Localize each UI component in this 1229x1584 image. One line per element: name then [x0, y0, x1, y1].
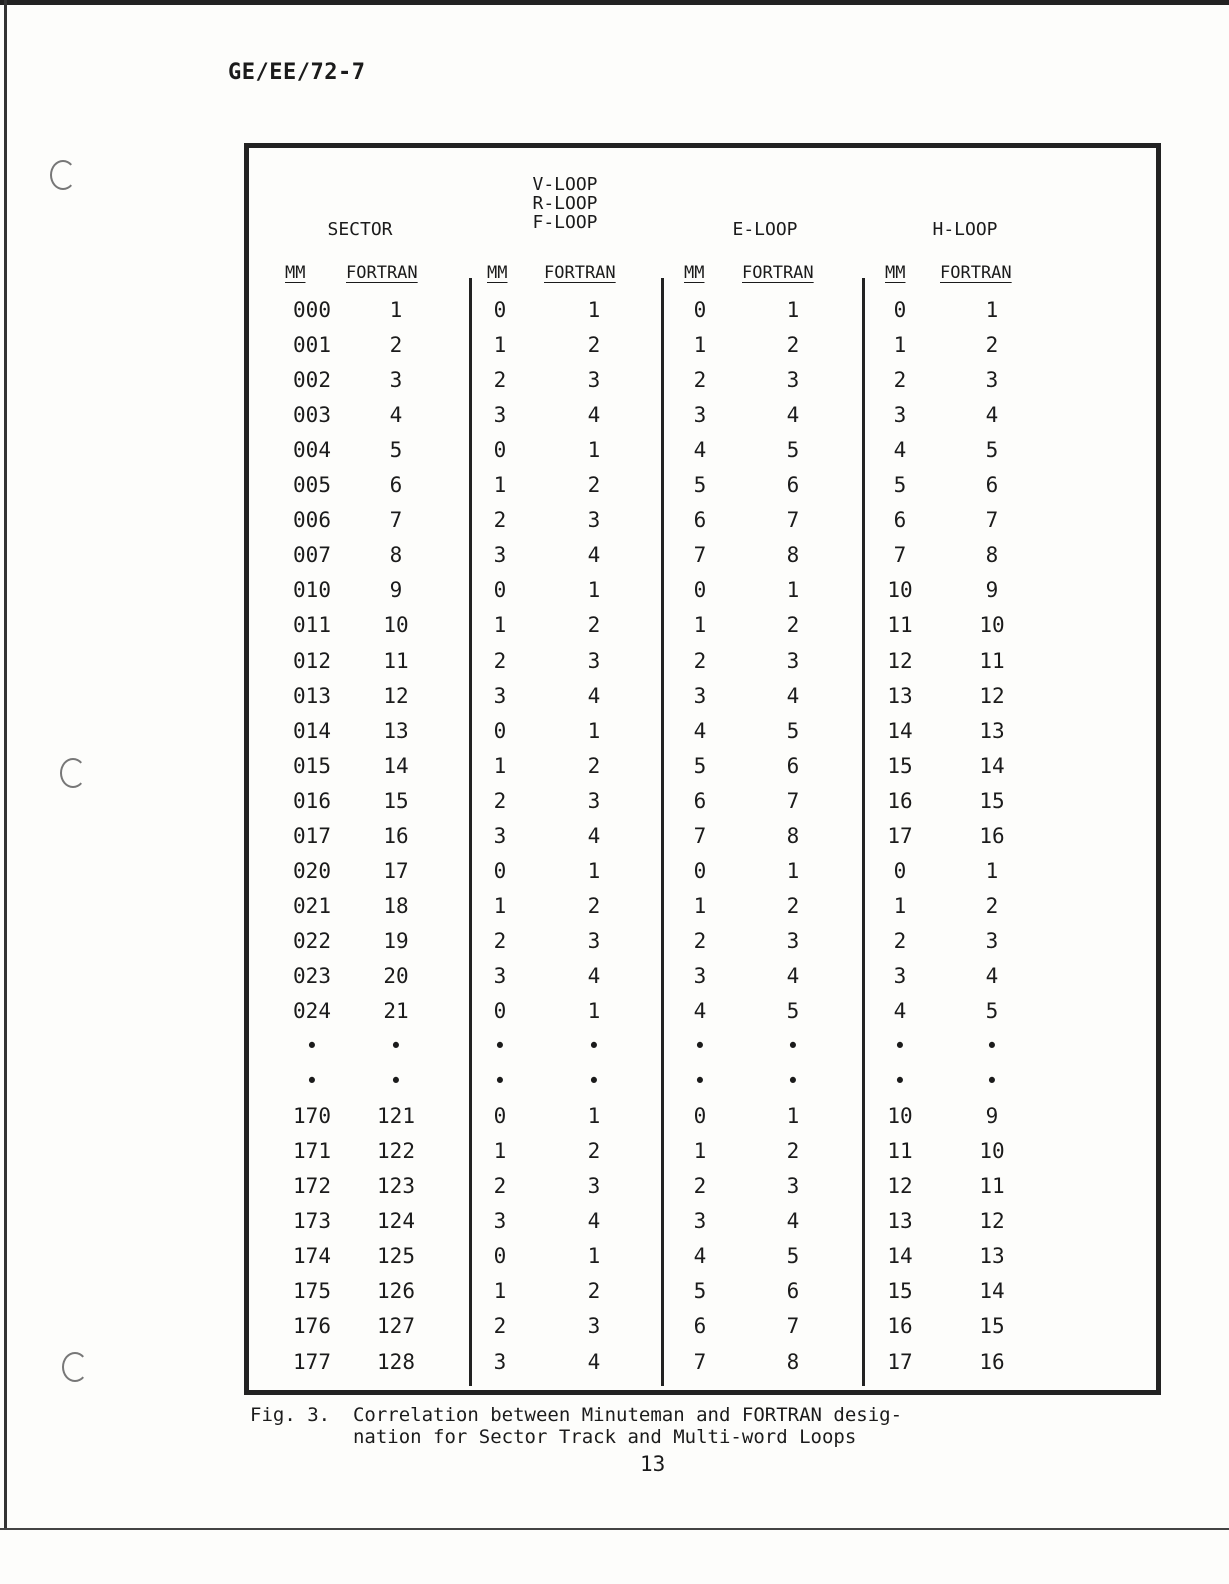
fortran-cell: 122	[377, 1139, 415, 1164]
mm-cell: 2	[693, 648, 707, 673]
mm-cell: 3	[493, 823, 507, 848]
fortran-cell: 4	[587, 823, 601, 848]
mm-cell: 1	[493, 753, 507, 778]
mm-cell: •	[693, 1034, 707, 1059]
mm-cell: 13	[887, 683, 913, 708]
fortran-cell: 3	[786, 648, 800, 673]
fortran-cell: •	[985, 1069, 999, 1094]
fortran-cell: 1	[786, 578, 800, 603]
mm-cell: 17	[887, 823, 913, 848]
mm-cell: 171	[293, 1139, 331, 1164]
fortran-cell: 4	[786, 683, 800, 708]
fortran-cell: 124	[377, 1209, 415, 1234]
table-row	[0, 1104, 1229, 1139]
mm-cell: 7	[693, 1349, 707, 1374]
mm-cell: •	[493, 1034, 507, 1059]
mm-cell: •	[893, 1069, 907, 1094]
fortran-cell: •	[587, 1069, 601, 1094]
fortran-cell: 3	[389, 368, 403, 393]
table-row	[0, 684, 1229, 719]
mm-cell: 4	[693, 999, 707, 1023]
mm-cell: •	[305, 1069, 319, 1094]
mm-cell: 0	[493, 1104, 507, 1129]
mm-cell: 172	[293, 1174, 331, 1199]
fortran-cell: 9	[985, 1104, 999, 1129]
mm-cell: 12	[887, 648, 913, 673]
mm-cell: 0	[493, 718, 507, 743]
fortran-cell: 5	[985, 999, 999, 1023]
fortran-cell: 1	[587, 578, 601, 603]
mm-cell: 012	[293, 648, 331, 673]
subheader-mm: MM	[285, 263, 306, 283]
mm-cell: 1	[493, 1139, 507, 1164]
mm-cell: 014	[293, 718, 331, 743]
mm-cell: 024	[293, 999, 331, 1023]
fortran-cell: •	[985, 1034, 999, 1059]
fortran-cell: 3	[587, 928, 601, 953]
mm-cell: 1	[493, 333, 507, 358]
fortran-cell: 8	[985, 543, 999, 568]
subheader-fortran: FORTRAN	[346, 263, 418, 283]
fortran-cell: 7	[389, 508, 403, 533]
fortran-cell: 2	[786, 613, 800, 638]
mm-cell: 7	[893, 543, 907, 568]
fortran-cell: 2	[587, 473, 601, 498]
mm-cell: 6	[693, 788, 707, 813]
fortran-cell: 1	[587, 1244, 601, 1269]
fortran-cell: 2	[389, 333, 403, 358]
fortran-cell: 1	[786, 1104, 800, 1129]
mm-cell: 0	[493, 858, 507, 883]
table-row	[0, 508, 1229, 543]
fortran-cell: 127	[377, 1314, 415, 1339]
table-row	[0, 1034, 1229, 1069]
fortran-cell: •	[587, 1034, 601, 1059]
subheader-fortran: FORTRAN	[940, 263, 1012, 283]
table-row	[0, 1069, 1229, 1104]
mm-cell: 4	[693, 438, 707, 463]
mm-cell: 3	[493, 1349, 507, 1374]
bottom-border	[0, 1528, 1229, 1530]
mm-cell: 0	[493, 999, 507, 1023]
fortran-cell: 1	[587, 298, 601, 322]
fortran-cell: 1	[389, 298, 403, 322]
mm-cell: 015	[293, 753, 331, 778]
top-border	[0, 0, 1229, 5]
mm-cell: 1	[893, 893, 907, 918]
mm-cell: 170	[293, 1104, 331, 1129]
mm-cell: 017	[293, 823, 331, 848]
mm-cell: 1	[493, 613, 507, 638]
mm-cell: 7	[693, 543, 707, 568]
mm-cell: 3	[693, 1209, 707, 1234]
fortran-cell: 12	[979, 683, 1005, 708]
fortran-cell: 1	[786, 298, 800, 322]
fortran-cell: 3	[587, 788, 601, 813]
fortran-cell: 20	[383, 963, 409, 988]
mm-cell: 002	[293, 368, 331, 393]
fortran-cell: 8	[786, 543, 800, 568]
mm-cell: 16	[887, 788, 913, 813]
page-number: 13	[640, 1452, 666, 1476]
caption-line-2: nation for Sector Track and Multi-word Loops	[250, 1426, 857, 1448]
mm-cell: 2	[493, 928, 507, 953]
table-row	[0, 473, 1229, 508]
fortran-cell: 6	[786, 1279, 800, 1304]
fortran-cell: •	[389, 1034, 403, 1059]
table-row	[0, 368, 1229, 403]
fortran-cell: 3	[587, 1174, 601, 1199]
mm-cell: 003	[293, 403, 331, 428]
fortran-cell: 12	[979, 1209, 1005, 1234]
mm-cell: 15	[887, 1279, 913, 1304]
fortran-cell: 16	[979, 1349, 1005, 1374]
fortran-cell: 123	[377, 1174, 415, 1199]
table-row	[0, 1279, 1229, 1314]
fortran-cell: 2	[587, 1279, 601, 1304]
mm-cell: 0	[493, 578, 507, 603]
subheader-mm: MM	[885, 263, 906, 283]
mm-cell: 3	[493, 963, 507, 988]
table-row	[0, 964, 1229, 999]
mm-cell: 4	[693, 718, 707, 743]
mm-cell: 3	[693, 403, 707, 428]
fortran-cell: 8	[786, 1349, 800, 1374]
table-row	[0, 894, 1229, 929]
mm-cell: 0	[493, 438, 507, 463]
mm-cell: 17	[887, 1349, 913, 1374]
mm-cell: 0	[693, 858, 707, 883]
binder-hole-icon	[50, 160, 76, 190]
fortran-cell: 2	[786, 333, 800, 358]
table-row	[0, 649, 1229, 684]
table-row	[0, 1209, 1229, 1244]
fortran-cell: •	[786, 1069, 800, 1094]
table-row	[0, 824, 1229, 859]
fortran-cell: 19	[383, 928, 409, 953]
fortran-cell: 1	[587, 999, 601, 1023]
mm-cell: 0	[693, 578, 707, 603]
mm-cell: 6	[893, 508, 907, 533]
mm-cell: 16	[887, 1314, 913, 1339]
fortran-cell: 3	[587, 368, 601, 393]
table-row	[0, 859, 1229, 894]
table-row	[0, 613, 1229, 648]
mm-cell: 5	[893, 473, 907, 498]
fortran-cell: 3	[587, 648, 601, 673]
mm-cell: 3	[893, 403, 907, 428]
fortran-cell: 7	[786, 508, 800, 533]
table-row	[0, 999, 1229, 1034]
table-row	[0, 754, 1229, 789]
figure-caption	[250, 1404, 902, 1448]
mm-cell: 7	[693, 823, 707, 848]
mm-cell: 2	[693, 1174, 707, 1199]
mm-cell: 177	[293, 1349, 331, 1374]
mm-cell: 176	[293, 1314, 331, 1339]
fortran-cell: 6	[786, 753, 800, 778]
group-header-vrf-loop: V-LOOP R-LOOP F-LOOP	[532, 174, 598, 233]
table-row	[0, 789, 1229, 824]
mm-cell: 000	[293, 298, 331, 322]
fortran-cell: 3	[786, 1174, 800, 1199]
fortran-cell: 2	[587, 1139, 601, 1164]
mm-cell: 4	[893, 438, 907, 463]
mm-cell: 3	[693, 683, 707, 708]
mm-cell: 2	[493, 508, 507, 533]
fortran-cell: 4	[786, 403, 800, 428]
mm-cell: 1	[693, 893, 707, 918]
mm-cell: 5	[693, 753, 707, 778]
fortran-cell: 8	[389, 543, 403, 568]
fortran-cell: 4	[587, 403, 601, 428]
fortran-cell: 1	[587, 718, 601, 743]
mm-cell: 5	[693, 1279, 707, 1304]
fortran-cell: 2	[985, 333, 999, 358]
fortran-cell: 1	[587, 438, 601, 463]
fortran-cell: 11	[383, 648, 409, 673]
mm-cell: 2	[493, 788, 507, 813]
mm-cell: 0	[893, 858, 907, 883]
fortran-cell: 5	[786, 1244, 800, 1269]
mm-cell: 3	[493, 683, 507, 708]
fortran-cell: 13	[383, 718, 409, 743]
mm-cell: 3	[893, 963, 907, 988]
fortran-cell: 14	[979, 753, 1005, 778]
fortran-cell: 3	[786, 368, 800, 393]
fortran-cell: 4	[587, 963, 601, 988]
mm-cell: •	[493, 1069, 507, 1094]
mm-cell: 3	[693, 963, 707, 988]
fortran-cell: 1	[985, 298, 999, 322]
mm-cell: 011	[293, 613, 331, 638]
mm-cell: 004	[293, 438, 331, 463]
mm-cell: 15	[887, 753, 913, 778]
mm-cell: 6	[693, 508, 707, 533]
fortran-cell: 125	[377, 1244, 415, 1269]
fortran-cell: 7	[786, 788, 800, 813]
fortran-cell: 126	[377, 1279, 415, 1304]
mm-cell: •	[893, 1034, 907, 1059]
mm-cell: 0	[693, 298, 707, 322]
table-row	[0, 1174, 1229, 1209]
fortran-cell: 17	[383, 858, 409, 883]
table-row	[0, 403, 1229, 438]
fortran-cell: 6	[389, 473, 403, 498]
table-row	[0, 1314, 1229, 1349]
fortran-cell: 4	[587, 543, 601, 568]
fortran-cell: 5	[786, 999, 800, 1023]
fortran-cell: 2	[786, 1139, 800, 1164]
table-row	[0, 1350, 1229, 1385]
fortran-cell: 11	[979, 648, 1005, 673]
fortran-cell: 1	[587, 1104, 601, 1129]
mm-cell: 010	[293, 578, 331, 603]
mm-cell: 0	[493, 298, 507, 322]
mm-cell: 10	[887, 1104, 913, 1129]
mm-cell: 023	[293, 963, 331, 988]
mm-cell: 016	[293, 788, 331, 813]
mm-cell: 2	[893, 928, 907, 953]
table-row	[0, 1139, 1229, 1174]
fortran-cell: 3	[587, 508, 601, 533]
subheader-fortran: FORTRAN	[544, 263, 616, 283]
fortran-cell: 16	[383, 823, 409, 848]
table-row	[0, 438, 1229, 473]
mm-cell: 5	[693, 473, 707, 498]
mm-cell: 1	[493, 893, 507, 918]
fortran-cell: •	[389, 1069, 403, 1094]
table-row	[0, 719, 1229, 754]
mm-cell: 3	[493, 1209, 507, 1234]
document-id: GE/EE/72-7	[228, 60, 366, 85]
fortran-cell: 6	[786, 473, 800, 498]
mm-cell: 005	[293, 473, 331, 498]
mm-cell: 1	[693, 613, 707, 638]
fortran-cell: 7	[985, 508, 999, 533]
mm-cell: 3	[493, 403, 507, 428]
subheader-mm: MM	[487, 263, 508, 283]
fortran-cell: 1	[587, 858, 601, 883]
fortran-cell: 3	[786, 928, 800, 953]
mm-cell: 2	[493, 368, 507, 393]
mm-cell: 2	[493, 1314, 507, 1339]
mm-cell: 020	[293, 858, 331, 883]
fortran-cell: 121	[377, 1104, 415, 1129]
group-header-e-loop: E-LOOP	[732, 219, 798, 240]
group-header-sector: SECTOR	[327, 219, 393, 240]
fortran-cell: 10	[383, 613, 409, 638]
fortran-cell: 8	[786, 823, 800, 848]
fortran-cell: 2	[587, 613, 601, 638]
mm-cell: 2	[493, 1174, 507, 1199]
mm-cell: 4	[893, 999, 907, 1023]
mm-cell: 173	[293, 1209, 331, 1234]
fortran-cell: 4	[786, 963, 800, 988]
fortran-cell: 4	[985, 403, 999, 428]
fortran-cell: 2	[786, 893, 800, 918]
mm-cell: 001	[293, 333, 331, 358]
mm-cell: 1	[493, 1279, 507, 1304]
mm-cell: 1	[493, 473, 507, 498]
fortran-cell: 6	[985, 473, 999, 498]
table-row	[0, 1244, 1229, 1279]
table-row	[0, 298, 1229, 333]
fortran-cell: 2	[985, 893, 999, 918]
fortran-cell: 15	[979, 1314, 1005, 1339]
mm-cell: 0	[693, 1104, 707, 1129]
mm-cell: •	[693, 1069, 707, 1094]
fortran-cell: 9	[985, 578, 999, 603]
table-row	[0, 929, 1229, 964]
fortran-cell: 4	[786, 1209, 800, 1234]
mm-cell: 2	[893, 368, 907, 393]
fortran-cell: 9	[389, 578, 403, 603]
fortran-cell: 1	[786, 858, 800, 883]
mm-cell: 1	[893, 333, 907, 358]
mm-cell: 11	[887, 1139, 913, 1164]
fortran-cell: 2	[587, 753, 601, 778]
fortran-cell: 13	[979, 1244, 1005, 1269]
mm-cell: 6	[693, 1314, 707, 1339]
caption-line-1: Fig. 3. Correlation between Minuteman and FORTRAN desig-	[250, 1404, 903, 1426]
mm-cell: 14	[887, 718, 913, 743]
mm-cell: 006	[293, 508, 331, 533]
fortran-cell: 12	[383, 683, 409, 708]
fortran-cell: 4	[587, 683, 601, 708]
mm-cell: 12	[887, 1174, 913, 1199]
fortran-cell: 4	[587, 1209, 601, 1234]
fortran-cell: 7	[786, 1314, 800, 1339]
mm-cell: 1	[693, 333, 707, 358]
subheader-fortran: FORTRAN	[742, 263, 814, 283]
mm-cell: 021	[293, 893, 331, 918]
fortran-cell: 15	[979, 788, 1005, 813]
mm-cell: 022	[293, 928, 331, 953]
fortran-cell: 2	[587, 333, 601, 358]
fortran-cell: 4	[985, 963, 999, 988]
mm-cell: 13	[887, 1209, 913, 1234]
subheader-mm: MM	[684, 263, 705, 283]
fortran-cell: 2	[587, 893, 601, 918]
fortran-cell: 5	[786, 718, 800, 743]
mm-cell: 10	[887, 578, 913, 603]
fortran-cell: 15	[383, 788, 409, 813]
mm-cell: 4	[693, 1244, 707, 1269]
mm-cell: 11	[887, 613, 913, 638]
fortran-cell: 4	[587, 1349, 601, 1374]
mm-cell: 013	[293, 683, 331, 708]
fortran-cell: 3	[985, 368, 999, 393]
fortran-cell: 128	[377, 1349, 415, 1374]
fortran-cell: 4	[389, 403, 403, 428]
mm-cell: 2	[693, 368, 707, 393]
table-row	[0, 543, 1229, 578]
mm-cell: 1	[693, 1139, 707, 1164]
fortran-cell: 14	[979, 1279, 1005, 1304]
fortran-cell: 21	[383, 999, 409, 1023]
table-row	[0, 333, 1229, 368]
mm-cell: 2	[493, 648, 507, 673]
mm-cell: 3	[493, 543, 507, 568]
fortran-cell: 11	[979, 1174, 1005, 1199]
table-row	[0, 578, 1229, 613]
mm-cell: 14	[887, 1244, 913, 1269]
fortran-cell: 18	[383, 893, 409, 918]
fortran-cell: 10	[979, 1139, 1005, 1164]
fortran-cell: 10	[979, 613, 1005, 638]
mm-cell: 0	[893, 298, 907, 322]
group-header-h-loop: H-LOOP	[932, 219, 998, 240]
fortran-cell: 1	[985, 858, 999, 883]
mm-cell: 175	[293, 1279, 331, 1304]
fortran-cell: 16	[979, 823, 1005, 848]
mm-cell: •	[305, 1034, 319, 1059]
fortran-cell: 5	[389, 438, 403, 463]
mm-cell: 0	[493, 1244, 507, 1269]
mm-cell: 007	[293, 543, 331, 568]
fortran-cell: 3	[587, 1314, 601, 1339]
fortran-cell: 14	[383, 753, 409, 778]
fortran-cell: 5	[985, 438, 999, 463]
mm-cell: 174	[293, 1244, 331, 1269]
fortran-cell: 5	[786, 438, 800, 463]
fortran-cell: 13	[979, 718, 1005, 743]
mm-cell: 2	[693, 928, 707, 953]
fortran-cell: 3	[985, 928, 999, 953]
fortran-cell: •	[786, 1034, 800, 1059]
